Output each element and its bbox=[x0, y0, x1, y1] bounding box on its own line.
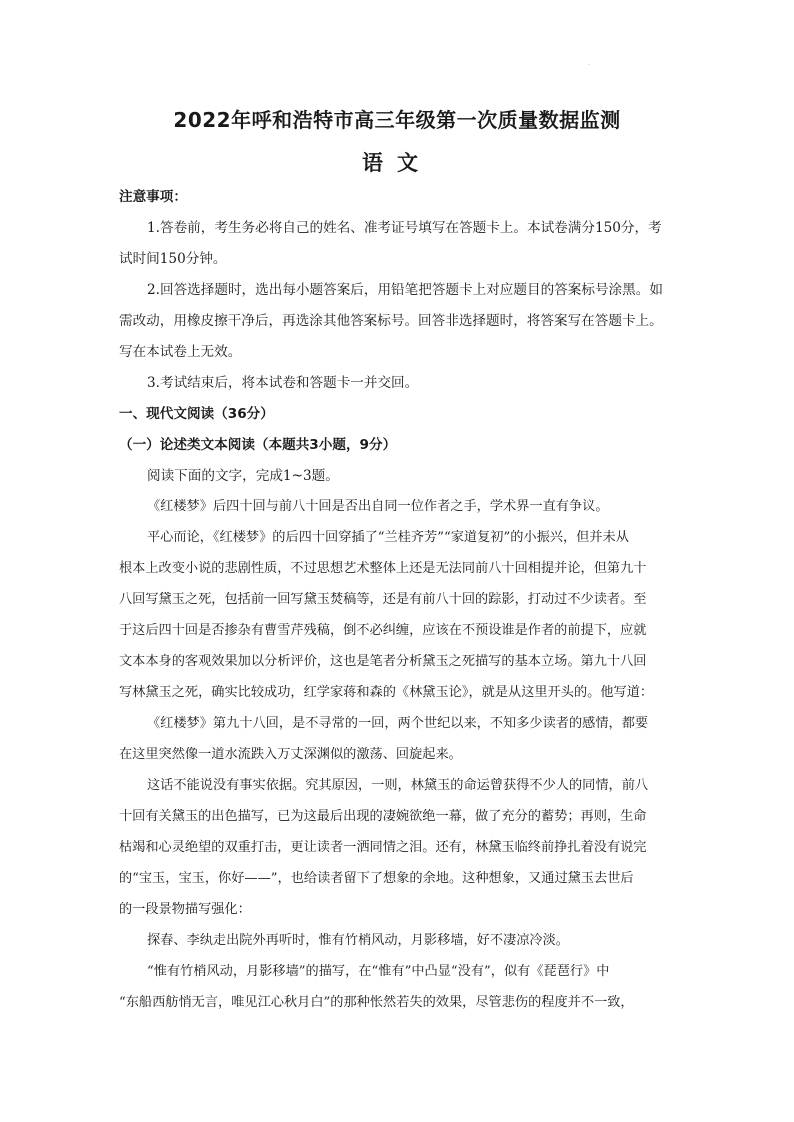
notice-line: 1.答卷前，考生务必将自己的姓名、准考证号填写在答题卡上。本试卷满分150分，考 bbox=[147, 220, 662, 236]
subject-title: 语文 bbox=[362, 151, 432, 175]
passage-line: 十回有关黛玉的出色描写，已为这最后出现的凄婉欲绝一幕，做了充分的蓄势；再则，生命 bbox=[119, 809, 647, 824]
passage-line: “惟有竹梢风动，月影移墙”的描写，在“惟有”中凸显“没有”，似有《琵琶行》中 bbox=[147, 964, 610, 979]
passage-quote-line: 《红楼梦》第九十八回，是不寻常的一回，两个世纪以来，不知多少读者的感情，都要 bbox=[147, 716, 649, 731]
corner-mark: · bbox=[588, 62, 590, 69]
notice-line: 2.回答选择题时，选出每小题答案后，用铅笔把答题卡上对应题目的答案标号涂黑。如 bbox=[147, 282, 663, 298]
passage-line: 的“宝玉，宝玉，你好——”，也给读者留下了想象的余地。这种想象，又通过黛玉去世后 bbox=[119, 871, 634, 886]
passage-line: 八回写黛玉之死，包括前一回写黛玉焚稿等，还是有前八十回的踪影，打动过不少读者。至 bbox=[119, 592, 647, 607]
passage-line: 枯竭和心灵绝望的双重打击，更让读者一洒同情之泪。还有，林黛玉临终前挣扎着没有说完 bbox=[119, 840, 647, 855]
exam-title: 2022年呼和浩特市高三年级第一次质量数据监测 bbox=[173, 108, 621, 132]
notice-line: 3.考试结束后，将本试卷和答题卡一并交回。 bbox=[147, 375, 419, 391]
passage-line: “东船西舫悄无言，唯见江心秋月白”的那种怅然若失的效果，尽管悲伤的程度并不一致， bbox=[119, 995, 634, 1010]
passage-line: 写林黛玉之死，确实比较成功，红学家蒋和森的《林黛玉论》，就是从这里开头的。他写道： bbox=[119, 685, 654, 700]
passage-line: 平心而论，《红楼梦》的后四十回穿插了“兰桂齐芳”“家道复初”的小振兴，但并未从 bbox=[147, 530, 629, 545]
notice-heading: 注意事项： bbox=[119, 189, 187, 205]
notice-line: 需改动，用橡皮擦干净后，再选涂其他答案标号。回答非选择题时，将答案写在答题卡上。 bbox=[119, 313, 663, 329]
passage-quote-line: 在这里突然像一道水流跌入万丈深渊似的激荡、回旋起来。 bbox=[119, 747, 462, 762]
reading-instruction: 阅读下面的文字，完成1~3题。 bbox=[147, 468, 339, 484]
passage-line: 《红楼梦》后四十回与前八十回是否出自同一位作者之手，学术界一直有争议。 bbox=[147, 499, 609, 514]
passage-line: 这话不能说没有事实依据。究其原因，一则，林黛玉的命运曾获得不少人的同情，前八 bbox=[147, 778, 649, 793]
notice-line: 写在本试卷上无效。 bbox=[119, 344, 242, 360]
passage-line: 根本上改变小说的悲剧性质，不过思想艺术整体上还是无法同前八十回相提并论，但第九十 bbox=[119, 561, 647, 576]
passage-line: 于这后四十回是否掺杂有曹雪芹残稿，倒不必纠缠，应该在不预设谁是作者的前提下，应就 bbox=[119, 623, 647, 638]
section-heading: 一、现代文阅读（36分） bbox=[119, 406, 274, 422]
passage-quote-line: 探春、李纨走出院外再听时，惟有竹梢风动，月影移墙，好不凄凉冷淡。 bbox=[147, 933, 569, 948]
subsection-heading: （一）论述类文本阅读（本题共3小题，9分） bbox=[119, 437, 397, 453]
notice-line: 试时间150分钟。 bbox=[119, 251, 227, 267]
passage-line: 的一段景物描写强化： bbox=[119, 902, 251, 917]
passage-line: 文本本身的客观效果加以分析评价，这也是笔者分析黛玉之死描写的基本立场。第九十八回 bbox=[119, 654, 647, 669]
